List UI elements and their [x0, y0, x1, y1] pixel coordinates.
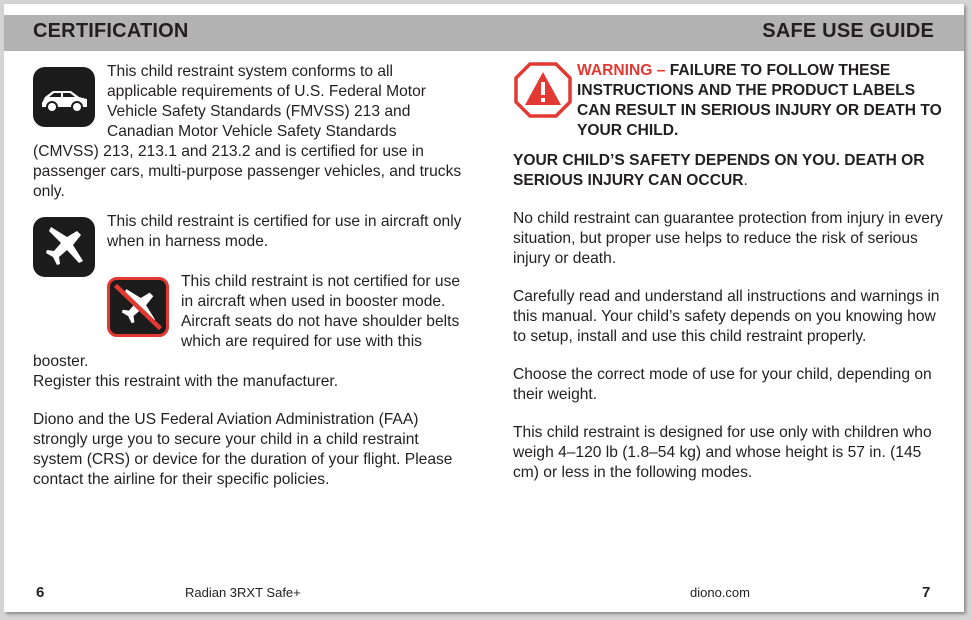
aircraft-booster-block: [33, 272, 463, 372]
aircraft-harness-text: This child restraint is certified for use in aircraft only when in harness mode.: [107, 213, 462, 250]
section-title-certification: CERTIFICATION: [33, 20, 189, 42]
left-column: [33, 62, 463, 490]
safety-statement: [513, 151, 943, 191]
warning-block: [513, 61, 943, 151]
register-text: Register this restraint with the manufacturer.: [33, 373, 339, 390]
aircraft-booster-text: This child restraint is not certified for use in aircraft when used in booster mode. Aircraft seats do not have shoulder belts which are required for use with this booster.: [33, 273, 461, 370]
safety-bold: YOUR CHILD’S SAFETY DEPENDS ON YOU. DEATH OR SERIOUS INJURY CAN OCCUR: [513, 152, 925, 189]
no-airplane-icon: [107, 277, 169, 337]
safety-end: .: [743, 172, 748, 189]
airplane-icon: [33, 217, 95, 277]
website-label: diono.com: [690, 585, 750, 600]
warning-icon: [513, 61, 573, 119]
mode-of-use-text: Choose the correct mode of use for your child, depending on their weight.: [513, 366, 932, 403]
read-instructions-text: Carefully read and understand all instructions and warnings in this manual. Your child’s safety depends on you knowing how to setup, install and use this child restraint properly.: [513, 288, 940, 345]
section-title-safe-use: SAFE USE GUIDE: [762, 20, 934, 42]
faa-text: Diono and the US Federal Aviation Administration (FAA) strongly urge you to secure your child in a child restraint system (CRS) or device for the duration of your flight. Please contact the airline for their specific policies.: [33, 411, 453, 488]
page-number-left: 6: [36, 584, 45, 601]
certification-block: [33, 62, 463, 210]
warning-text: [577, 61, 947, 141]
guarantee-text: No child restraint can guarantee protection from injury in every situation, but proper use helps to reduce the risk of serious injury or death.: [513, 210, 943, 267]
warning-label: WARNING –: [577, 62, 666, 79]
aircraft-harness-block: [33, 212, 463, 270]
page-number-right: 7: [922, 584, 931, 601]
manual-spread: [4, 4, 964, 612]
certification-text: This child restraint system conforms to all applicable requirements of U.S. Federal Motor Vehicle Safety Standards (FMVSS) 213 and Canadian Motor Vehicle Safety Standards (CMVSS) 213, 213.1 and 213.2 and is certified for use in passenger cars, multi-purpose passenger vehicles, and trucks only.: [33, 63, 462, 200]
weight-limits-text: This child restraint is designed for use only with children who weigh 4–120 lb (1.8–54 kg) and whose height is 57 in. (145 cm) or less in the following modes.: [513, 424, 932, 481]
product-name: Radian 3RXT Safe+: [185, 585, 301, 600]
section-header: [4, 15, 964, 51]
right-column: [513, 61, 943, 483]
warning-body: FAILURE TO FOLLOW THESE INSTRUCTIONS AND THE PRODUCT LABELS CAN RESULT IN SERIOUS INJURY OR DEATH TO YOUR CHILD.: [577, 62, 942, 139]
car-icon: [33, 67, 95, 127]
